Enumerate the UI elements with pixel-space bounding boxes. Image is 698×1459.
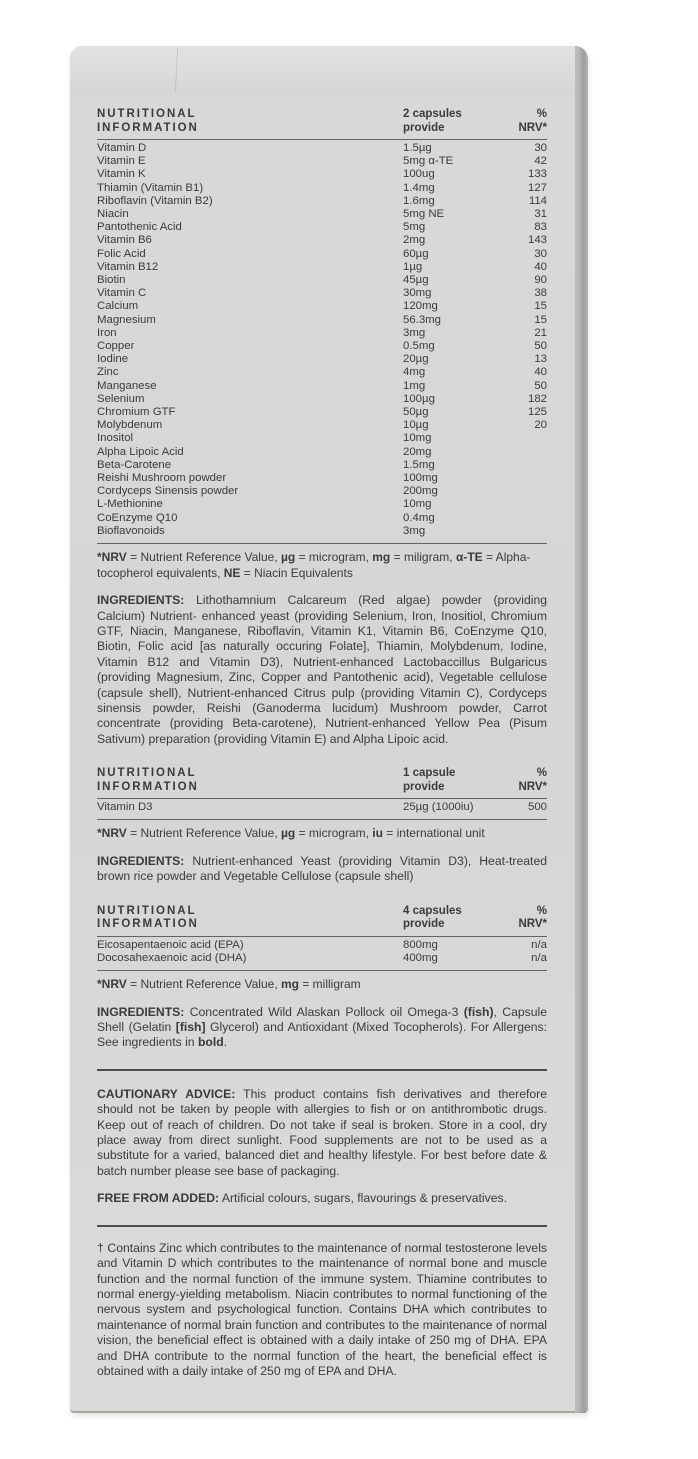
table-1-dose-header [403,108,487,135]
nutrient-amount: 1.5mg [403,458,435,471]
table-2-dose-header [403,767,487,794]
box-lid-crease [175,48,178,92]
nutrient-name: Vitamin D3 [97,801,153,814]
nutrient-amount: 10µg [403,419,429,432]
nutrient-nrv: 31 [534,208,547,221]
nutrient-amount: 56.3mg [403,313,441,326]
nutrient-name: Chromium GTF [97,406,176,419]
nutrient-row [97,208,547,221]
table-3-header-rule [97,936,547,937]
table-1-title [97,108,403,135]
nutrient-name: Vitamin B12 [97,260,159,273]
health-claims-paragraph: † Contains Zinc which contributes to the maintenance of normal testosterone levels and Vitamin D which contributes to the maintenance of normal bone and muscle function and the normal function of the immune system. Thiamine contributes to normal energy-yielding metabolism. Niacin contributes to normal functioning of the nervous system and psychological function. Contains DHA which contributes to maintenance of normal brain function and contributes to the maintenance of normal vision, the beneficial effect is obtained with a daily intake of 250 mg of DHA. EPA and DHA contribute to the normal function of the heart, the beneficial effect is obtained with a daily intake of 250 mg of EPA and DHA. [97,1240,547,1379]
nutrient-row [97,221,547,234]
nutrient-row [97,446,547,459]
nutrient-amount: 5mg NE [403,208,445,221]
nutrient-row [97,432,547,445]
table-3-dose-line1: 4 capsules [403,904,462,917]
nutrient-name: Vitamin C [97,287,147,300]
nutrient-amount: 1µg [403,260,423,273]
nutrient-nrv: 13 [534,353,547,366]
nutrient-row [97,380,547,393]
nutrient-row [97,155,547,168]
nutrient-row [97,512,547,525]
nutrient-name: Molybdenum [97,419,163,432]
nutrient-name: Vitamin E [97,155,146,168]
table-3-title-line1: NUTRITIONAL [97,904,197,917]
nutrient-name: Pantothenic Acid [97,221,182,234]
nutrient-amount: 100mg [403,472,438,485]
nutrient-name: Niacin [97,208,129,221]
nutrient-nrv: 40 [534,366,547,379]
table-3-dose-line2: provide [403,918,445,931]
nutrient-nrv: 50 [534,340,547,353]
nutrition-table-1-rows [97,142,547,538]
nutrient-amount: 120mg [403,300,438,313]
table-2-nrv-line1: % [536,767,547,780]
nutrient-nrv: 15 [534,300,547,313]
nutrient-row [97,234,547,247]
nutrient-nrv: 90 [534,274,547,287]
table-1-nrv-line2: NRV* [518,121,547,134]
nutrient-nrv: n/a [531,951,547,964]
table-1-title-line1: NUTRITIONAL [97,108,197,120]
nutrient-nrv: 143 [527,234,547,247]
label-content [97,108,547,1379]
nutrient-amount: 1.4mg [403,181,435,194]
nutrient-row [97,287,547,300]
table-2-nrv-line2: NRV* [518,780,547,793]
box-lid [70,46,588,94]
nutrient-amount: 3mg [403,524,426,537]
nutrient-name: Thiamin (Vitamin B1) [97,181,204,194]
nutrient-amount: 30mg [403,287,432,300]
nutrient-amount: 400mg [403,951,438,964]
table-2-footnote: *NRV = Nutrient Reference Value, µg = microgram, iu = international unit [97,826,485,841]
nutrient-name: Folic Acid [97,247,146,260]
nutrient-amount: 1mg [403,379,426,392]
nutrient-amount: 5mg [403,221,426,234]
nutrient-name: Copper [97,340,135,353]
nutrient-row [97,327,547,340]
nutrient-nrv: 42 [534,155,547,168]
nutrient-name: Iodine [97,353,129,366]
nutrient-row [97,525,547,538]
nutrient-nrv: 182 [527,392,547,405]
nutrient-nrv: 127 [527,181,547,194]
table-3-nrv-line1: % [536,904,547,917]
nutrient-nrv: 40 [534,260,547,273]
nutrient-nrv: 21 [534,326,547,339]
nutrient-row [97,261,547,274]
table-1-footnote: *NRV = Nutrient Reference Value, µg = microgram, mg = miligram, α-TE = Alpha-tocopherol equivalents, NE = Niacin Equivalents [97,550,531,580]
nutrient-amount: 60µg [403,247,429,260]
nutrient-amount: 5mg α-TE [403,155,454,168]
nutrient-row [97,939,547,952]
nutrition-table-3-header [97,905,547,932]
nutrient-amount: 20mg [403,445,432,458]
nutrient-amount: 50µg [403,406,429,419]
nutrient-name: Magnesium [97,313,156,326]
nutrient-name: Bioflavonoids [97,524,165,537]
nutrient-nrv: 50 [534,379,547,392]
nutrient-amount: 800mg [403,938,438,951]
table-1-dose-line2: provide [403,121,445,134]
nutrient-nrv [487,446,547,459]
nutrient-row [97,952,547,965]
nutrient-name: Reishi Mushroom powder [97,472,227,485]
nutrient-nrv: 15 [534,313,547,326]
nutrient-nrv: 20 [534,419,547,432]
nutrient-amount: 200mg [403,485,438,498]
nutrient-row [97,340,547,353]
nutrient-name: L-Methionine [97,498,163,511]
nutrient-name: Iron [97,326,117,339]
nutrient-amount: 10mg [403,432,432,445]
nutrient-row [97,485,547,498]
nutrient-name: Vitamin B6 [97,234,152,247]
nutrient-nrv [487,498,547,511]
nutrient-row [97,182,547,195]
nutrient-row [97,168,547,181]
nutrient-row [97,300,547,313]
table-2-nrv-header [487,767,547,794]
nutrient-row [97,248,547,261]
table-3-title [97,905,403,932]
nutrient-row [97,142,547,155]
nutrient-amount: 1.6mg [403,194,435,207]
nutrient-amount: 2mg [403,234,426,247]
table-1-nrv-line1: % [536,108,547,120]
table-2-dose-line2: provide [403,780,445,793]
nutrient-nrv: 500 [527,801,547,814]
nutrient-nrv [487,472,547,485]
nutrient-name: Manganese [97,379,157,392]
nutrient-row [97,801,547,814]
section-divider-top [97,1069,547,1071]
nutrient-nrv: 114 [528,194,547,207]
nutrient-row [97,366,547,379]
nutrient-row [97,393,547,406]
nutrient-row [97,472,547,485]
nutrient-amount: 45µg [403,274,429,287]
ingredients-paragraph-3: INGREDIENTS: Concentrated Wild Alaskan Pollock oil Omega-3 (fish), Capsule Shell (Gelatin [fish] Glycerol) and Antioxidant (Mixed Tocopherols). For Allergens: See ingredients in bold. [97,1004,548,1050]
box-right-edge [575,46,588,1413]
table-2-header-rule [97,798,547,799]
ingredients-paragraph-1: INGREDIENTS: Lithothamnium Calcareum (Red algae) powder (providing Calcium) Nutrient- enhanced yeast (providing Selenium, Iron, Inositiol, Chromium GTF, Niacin, Manganese, Riboflavin, Vitamin K1, Vitamin B6, CoEnzyme Q10, Biotin, Folic acid [as naturally occuring Folate], Thiamin, Molybdenum, Iodine, Vitamin B12 and Vitamin D3), Nutrient-enhanced Lactobaccillus Bulgaricus (providing Magnesium, Zinc, Copper and Pantothenic acid), Vegetable cellulose (capsule shell), Nutrient-enhanced Citrus pulp (providing Vitamin C), Cordyceps sinensis powder, Reishi (Ganoderma lucidum) Mushroom powder, Carrot concentrate (providing Beta-carotene), Nutrient-enhanced Yellow Pea (Pisum Sativum) preparation (providing Vitamin E) and Alpha Lipoic acid. [97,593,547,746]
nutrient-row [97,274,547,287]
nutrient-amount: 100ug [403,168,435,181]
table-2-bottom-rule [97,819,547,820]
table-1-nrv-header [487,108,547,135]
nutrient-name: Zinc [97,366,119,379]
nutrition-table-2-rows [97,801,547,814]
table-2-title-line1: NUTRITIONAL [97,767,197,780]
nutrient-amount: 0.5mg [403,340,435,353]
table-3-footnote: *NRV = Nutrient Reference Value, mg = milligram [97,977,361,992]
nutrient-name: Docosahexaenoic acid (DHA) [97,951,247,964]
table-1-bottom-rule [97,543,547,544]
nutrient-nrv [487,525,547,538]
nutrient-name: Cordyceps Sinensis powder [97,485,239,498]
ingredients-paragraph-2: INGREDIENTS: Nutrient-enhanced Yeast (providing Vitamin D3), Heat-treated brown rice powder and Vegetable Cellulose (capsule shell) [97,853,547,884]
nutrition-table-3-rows [97,939,547,965]
nutrient-row [97,314,547,327]
nutrient-amount: 100µg [403,392,435,405]
nutrient-name: Biotin [97,274,126,287]
table-2-title-line2: INFORMATION [97,780,199,793]
nutrient-nrv: 83 [534,221,547,234]
nutrient-amount: 1.5µg [403,142,432,154]
supplement-box [70,46,588,1413]
nutrient-row [97,498,547,511]
nutrient-nrv: 133 [527,168,547,181]
nutrient-amount: 4mg [403,366,426,379]
nutrient-nrv [487,485,547,498]
table-1-dose-line1: 2 capsules [403,108,462,120]
table-2-dose-line1: 1 capsule [403,767,456,780]
nutrient-nrv [487,432,547,445]
table-1-header-rule [97,139,547,140]
table-3-nrv-line2: NRV* [518,918,547,931]
nutrient-amount: 3mg [403,326,426,339]
nutrient-nrv [487,512,547,525]
nutrient-nrv: 30 [534,142,547,154]
table-3-title-line2: INFORMATION [97,918,199,931]
nutrition-table-2-header [97,767,547,794]
free-from-paragraph: FREE FROM ADDED: Artificial colours, sugars, flavourings & preservatives. [97,1191,507,1206]
nutrient-row [97,195,547,208]
nutrient-row [97,353,547,366]
nutrient-amount: 10mg [403,498,432,511]
nutrient-row [97,406,547,419]
nutrient-nrv: 125 [527,406,547,419]
nutrient-row [97,459,547,472]
table-3-nrv-header [487,905,547,932]
nutrient-nrv: n/a [531,938,547,951]
nutrient-amount: 20µg [403,353,429,366]
nutrient-name: Alpha Lipoic Acid [97,445,184,458]
cautionary-advice-paragraph: CAUTIONARY ADVICE: This product contains fish derivatives and therefore should not be taken by people with allergies to fish or on antithrombotic drugs. Keep out of reach of children. Do not take if seal is broken. Store in a cool, dry place away from direct sunlight. Food supplements are not to be used as a substitute for a varied, balanced diet and healthy lifestyle. For best before date & batch number please see base of packaging. [97,1086,547,1178]
table-3-dose-header [403,905,487,932]
nutrient-name: Vitamin D [97,142,147,154]
nutrition-table-1-header [97,108,547,135]
nutrient-row [97,419,547,432]
nutrient-name: Vitamin K [97,168,146,181]
nutrient-name: Riboflavin (Vitamin B2) [97,194,213,207]
nutrient-name: Eicosapentaenoic acid (EPA) [97,938,244,951]
nutrient-amount: 0.4mg [403,511,435,524]
nutrient-nrv: 30 [534,247,547,260]
nutrient-name: Selenium [97,392,145,405]
table-3-bottom-rule [97,970,547,971]
nutrient-name: Calcium [97,300,139,313]
section-divider-bottom [97,1225,547,1227]
table-2-title [97,767,403,794]
nutrient-name: CoEnzyme Q10 [97,511,178,524]
nutrient-nrv [487,459,547,472]
nutrient-name: Inositol [97,432,134,445]
table-1-title-line2: INFORMATION [97,121,199,134]
nutrient-amount: 25µg (1000iu) [403,801,474,814]
nutrient-nrv: 38 [534,287,547,300]
nutrient-name: Beta-Carotene [97,458,172,471]
